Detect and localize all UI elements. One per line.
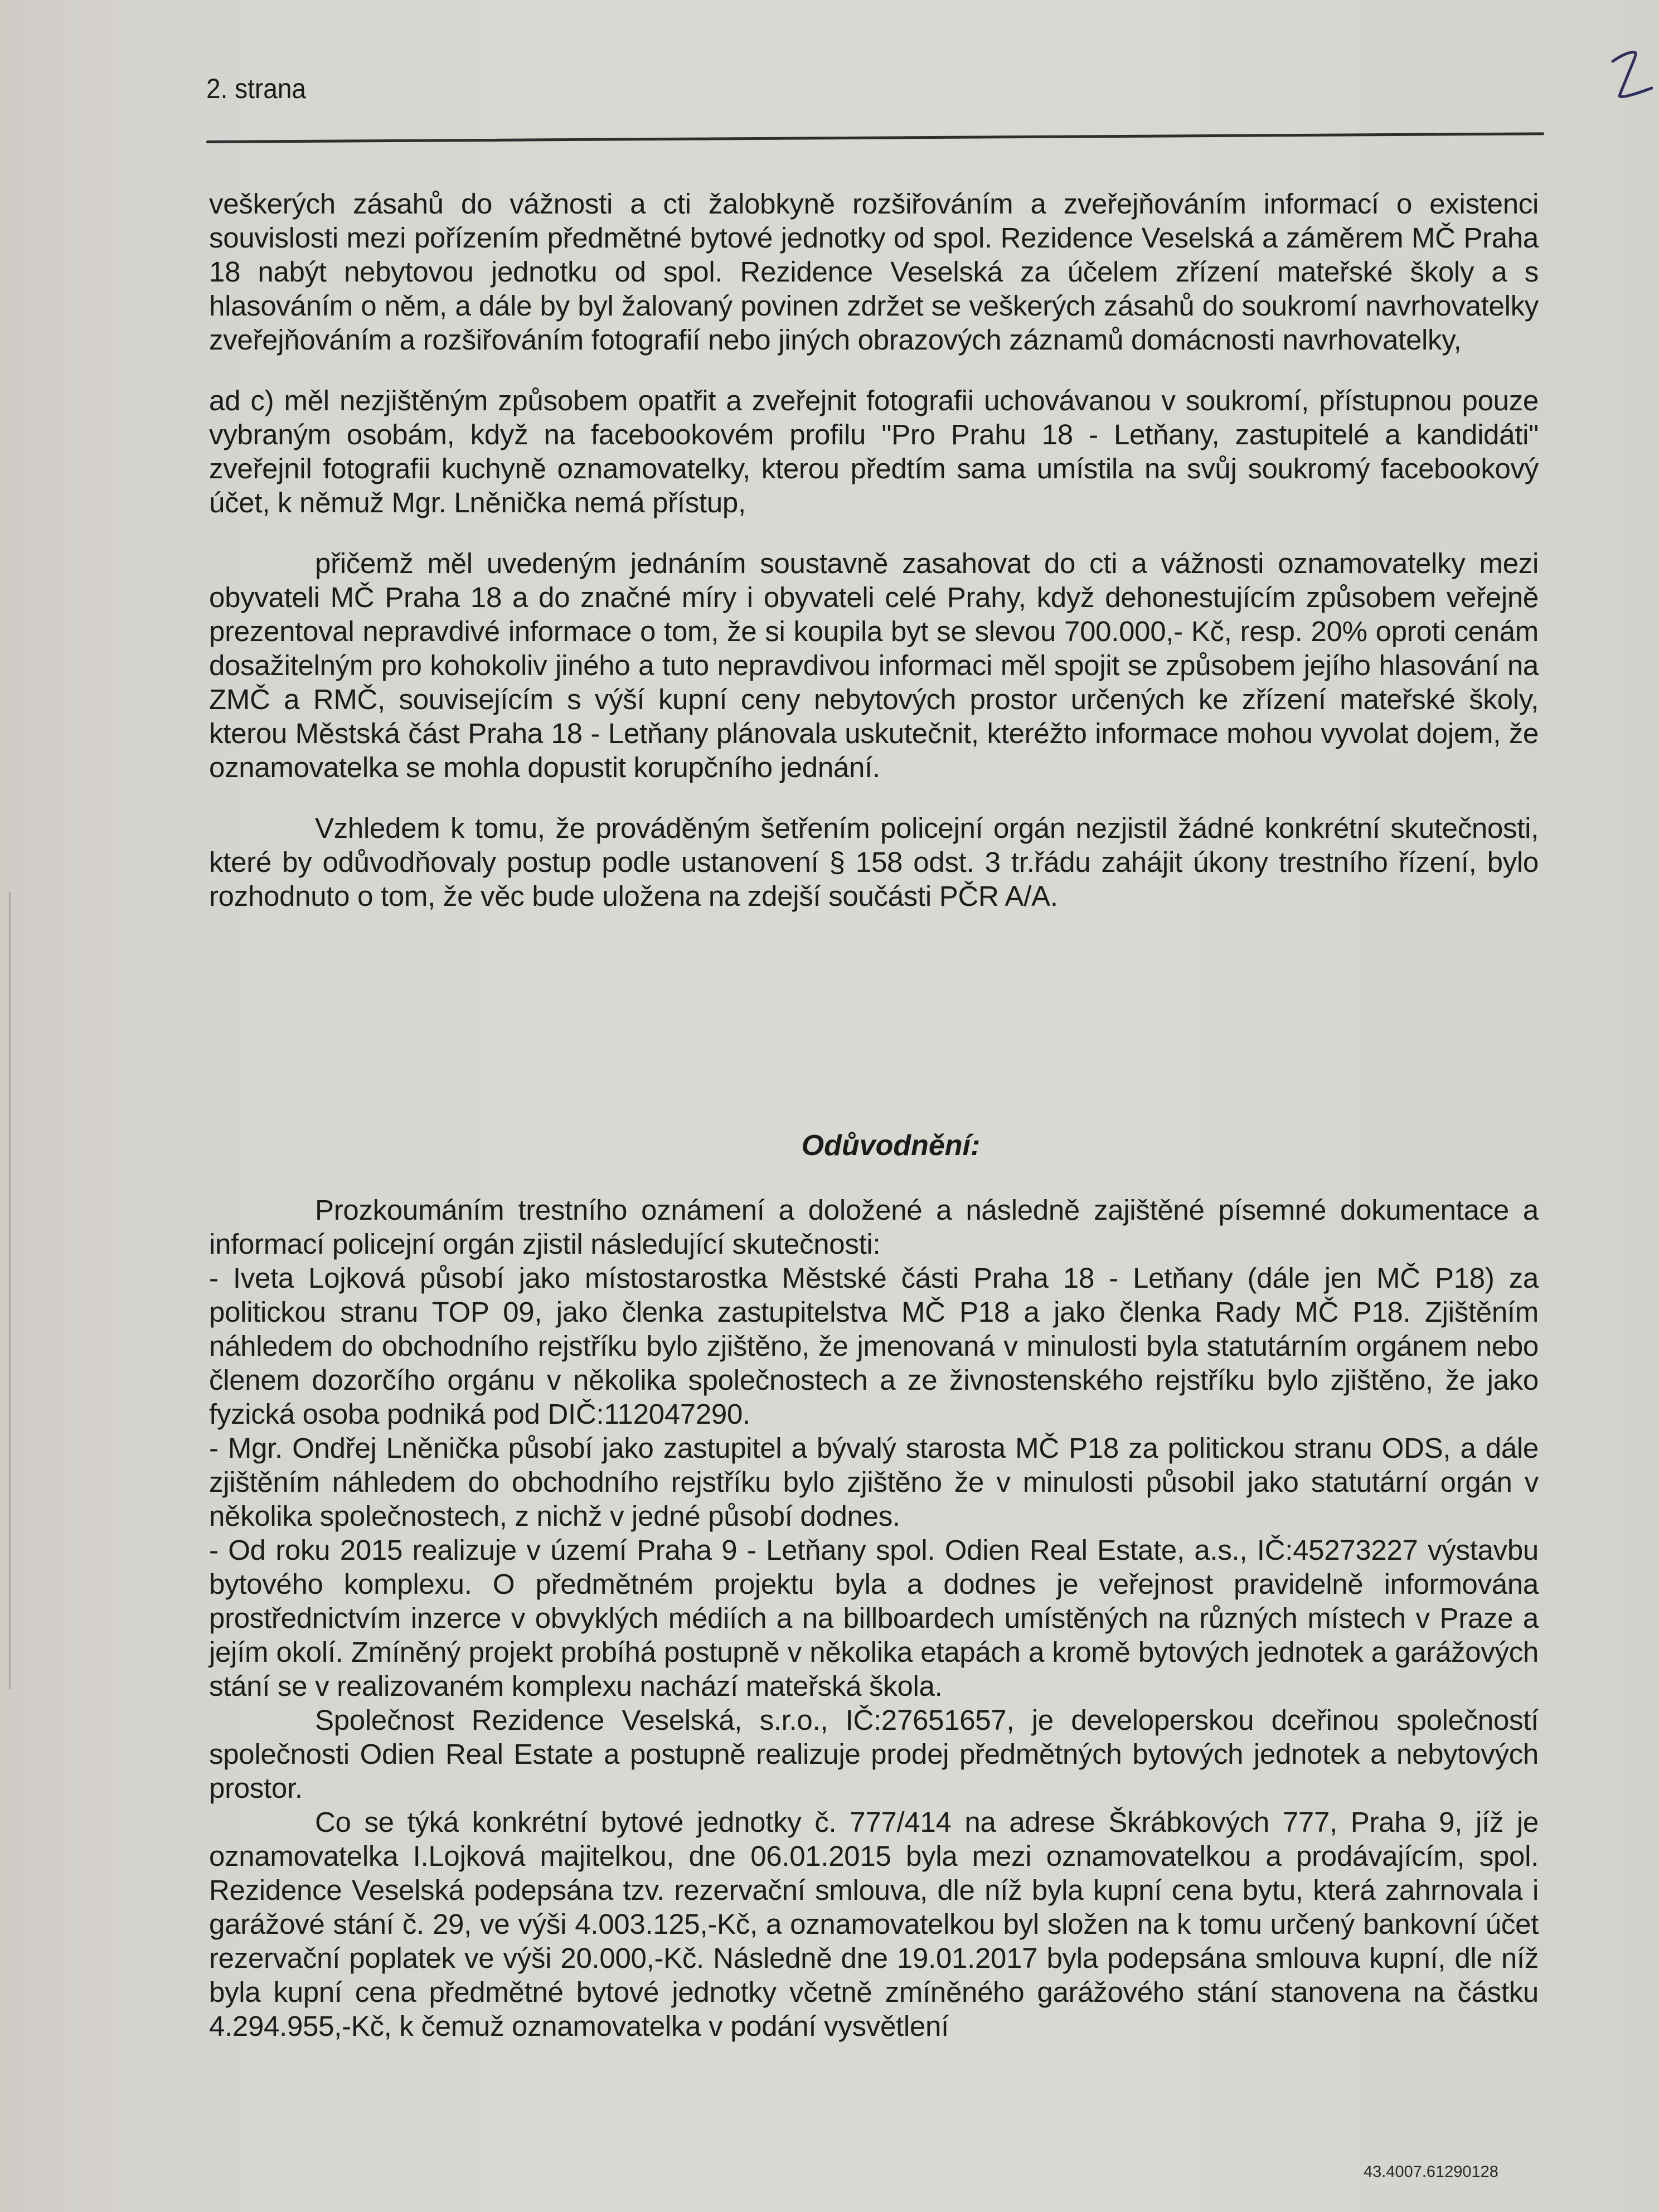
paragraph-decision: Vzhledem k tomu, že prováděným šetřením policejní orgán nezjistil žádné konkrétní skutečnosti, které by odůvodňovaly postup podle ustanovení § 158 odst. 3 tr.řádu zahájit úkony trestního řízení, bylo rozhodnuto o tom, že věc bude uložena na zdejší součásti PČR A/A. <box>209 812 1539 912</box>
paragraph-continuation: veškerých zásahů do vážnosti a cti žalobkyně rozšiřováním a zveřejňováním informací o existenci souvislosti mezi pořízením předmětné bytové jednotky od spol. Rezidence Veselská a záměrem MČ Praha 18 nabýt nebytovou jednotku od spol. Rezidence Veselská za účelem zřízení mateřské školy a s hlasováním o něm, a dále by byl žalovaný povinen zdržet se veškerých zásahů do soukromí navrhovatelky zveřejňováním a rozšiřováním fotografií nebo jiných obrazových záznamů domácnosti navrhovatelky, <box>209 188 1539 356</box>
section-continuation <box>209 187 1539 913</box>
section-reasoning <box>209 1193 1539 2043</box>
page-edge-shadow <box>9 892 11 1689</box>
paragraph-unit: Co se týká konkrétní bytové jednotky č. 777/414 na adrese Škrábkových 777, Praha 9, jíž je oznamovatelka I.Lojková majitelkou, dne 06.01.2015 byla mezi oznamovatelkou a prodávajícím, spol. Rezidence Veselská podepsána tzv. rezervační smlouva, dle níž byla kupní cena bytu, která zahrnovala i garážové stání č. 29, ve výši 4.003.125,-Kč, a oznamovatelkou byl složen na k tomu určený bankovní účet rezervační poplatek ve výši 20.000,-Kč. Následně dne 19.01.2017 byla podepsána smlouva kupní, dle níž byla kupní cena předmětné bytové jednotky včetně zmíněného garážového stání stanovena na částku 4.294.955,-Kč, k čemuž oznamovatelka v podání vysvětlení <box>209 1806 1539 2042</box>
fact-item: - Od roku 2015 realizuje v území Praha 9 - Letňany spol. Odien Real Estate, a.s., IČ:45273227 výstavbu bytového komplexu. O předmětném projektu byla a dodnes je veřejnost pravidelně informována prostřednictvím inzerce v obvyklých médiích a na billboardech umístěných na různých místech v Praze a jejím okolí. Zmíněný projekt probíhá postupně v několika etapách a kromě bytových jednotek a garážových stání se v realizovaném komplexu nachází mateřská škola. <box>209 1534 1539 1702</box>
handwritten-two-icon <box>1608 46 1653 101</box>
paragraph-company: Společnost Rezidence Veselská, s.r.o., IČ:27651657, je developerskou dceřinou společností společnosti Odien Real Estate a postupně realizuje prodej předmětných bytových jednotek a nebytových prostor. <box>209 1704 1539 1804</box>
page-label: 2. strana <box>206 73 306 104</box>
paragraph-intro: Prozkoumáním trestního oznámení a doložené a následně zajištěné písemné dokumentace a informací policejní orgán zjistil následující skutečnosti: <box>209 1194 1539 1260</box>
paragraph-ad-c: ad c) měl nezjištěným způsobem opatřit a zveřejnit fotografii uchovávanou v soukromí, přístupnou pouze vybraným osobám, když na facebookovém profilu "Pro Prahu 18 - Letňany, zastupitelé a kandidáti" zveřejnil fotografii kuchyně oznamovatelky, kterou předtím sama umístila na svůj soukromý facebookový účet, k němuž Mgr. Lněnička nemá přístup, <box>209 385 1539 518</box>
section-heading <box>0 1129 1659 1162</box>
fact-item: - Iveta Lojková působí jako místostarostka Městské části Praha 18 - Letňany (dále jen MČ P18) za politickou stranu TOP 09, jako členka zastupitelstva MČ P18 a jako členka Rady MČ P18. Zjištěním náhledem do obchodního rejstříku bylo zjištěno, že jmenovaná v minulosti byla statutárním orgánem nebo členem dozorčího orgánu v několika společnostech a ze živnostenského rejstříku bylo zjištěno, že jako fyzická osoba podniká pod DIČ:112047290. <box>209 1262 1539 1430</box>
fact-item: - Mgr. Ondřej Lněnička působí jako zastupitel a bývalý starosta MČ P18 za politickou stranu ODS, a dále zjištěním náhledem do obchodního rejstříku bylo zjištěno že v minulosti působil jako statutární orgán v několika společnostech, z nichž v jedné působí dodnes. <box>209 1432 1539 1532</box>
document-id: 43.4007.61290128 <box>1364 2163 1498 2181</box>
heading-oduvodneni: Odůvodnění: <box>801 1129 981 1162</box>
paragraph-pricemz: přičemž měl uvedeným jednáním soustavně zasahovat do cti a vážnosti oznamovatelky mezi obyvateli MČ Praha 18 a do značné míry i obyvateli celé Prahy, když dehonestujícím způsobem veřejně prezentoval nepravdivé informace o tom, že si koupila byt se slevou 700.000,- Kč, resp. 20% oproti cenám dosažitelným pro kohokoliv jiného a tuto nepravdivou informaci měl spojit se způsobem jejího hlasování na ZMČ a RMČ, souvisejícím s výší kupní ceny nebytových prostor určených ke zřízení mateřské školy, kterou Městská část Praha 18 - Letňany plánovala uskutečnit, kteréžto informace mohou vyvolat dojem, že oznamovatelka se mohla dopustit korupčního jednání. <box>209 547 1539 783</box>
handwritten-page-number <box>1608 46 1653 104</box>
header-divider <box>206 132 1544 143</box>
